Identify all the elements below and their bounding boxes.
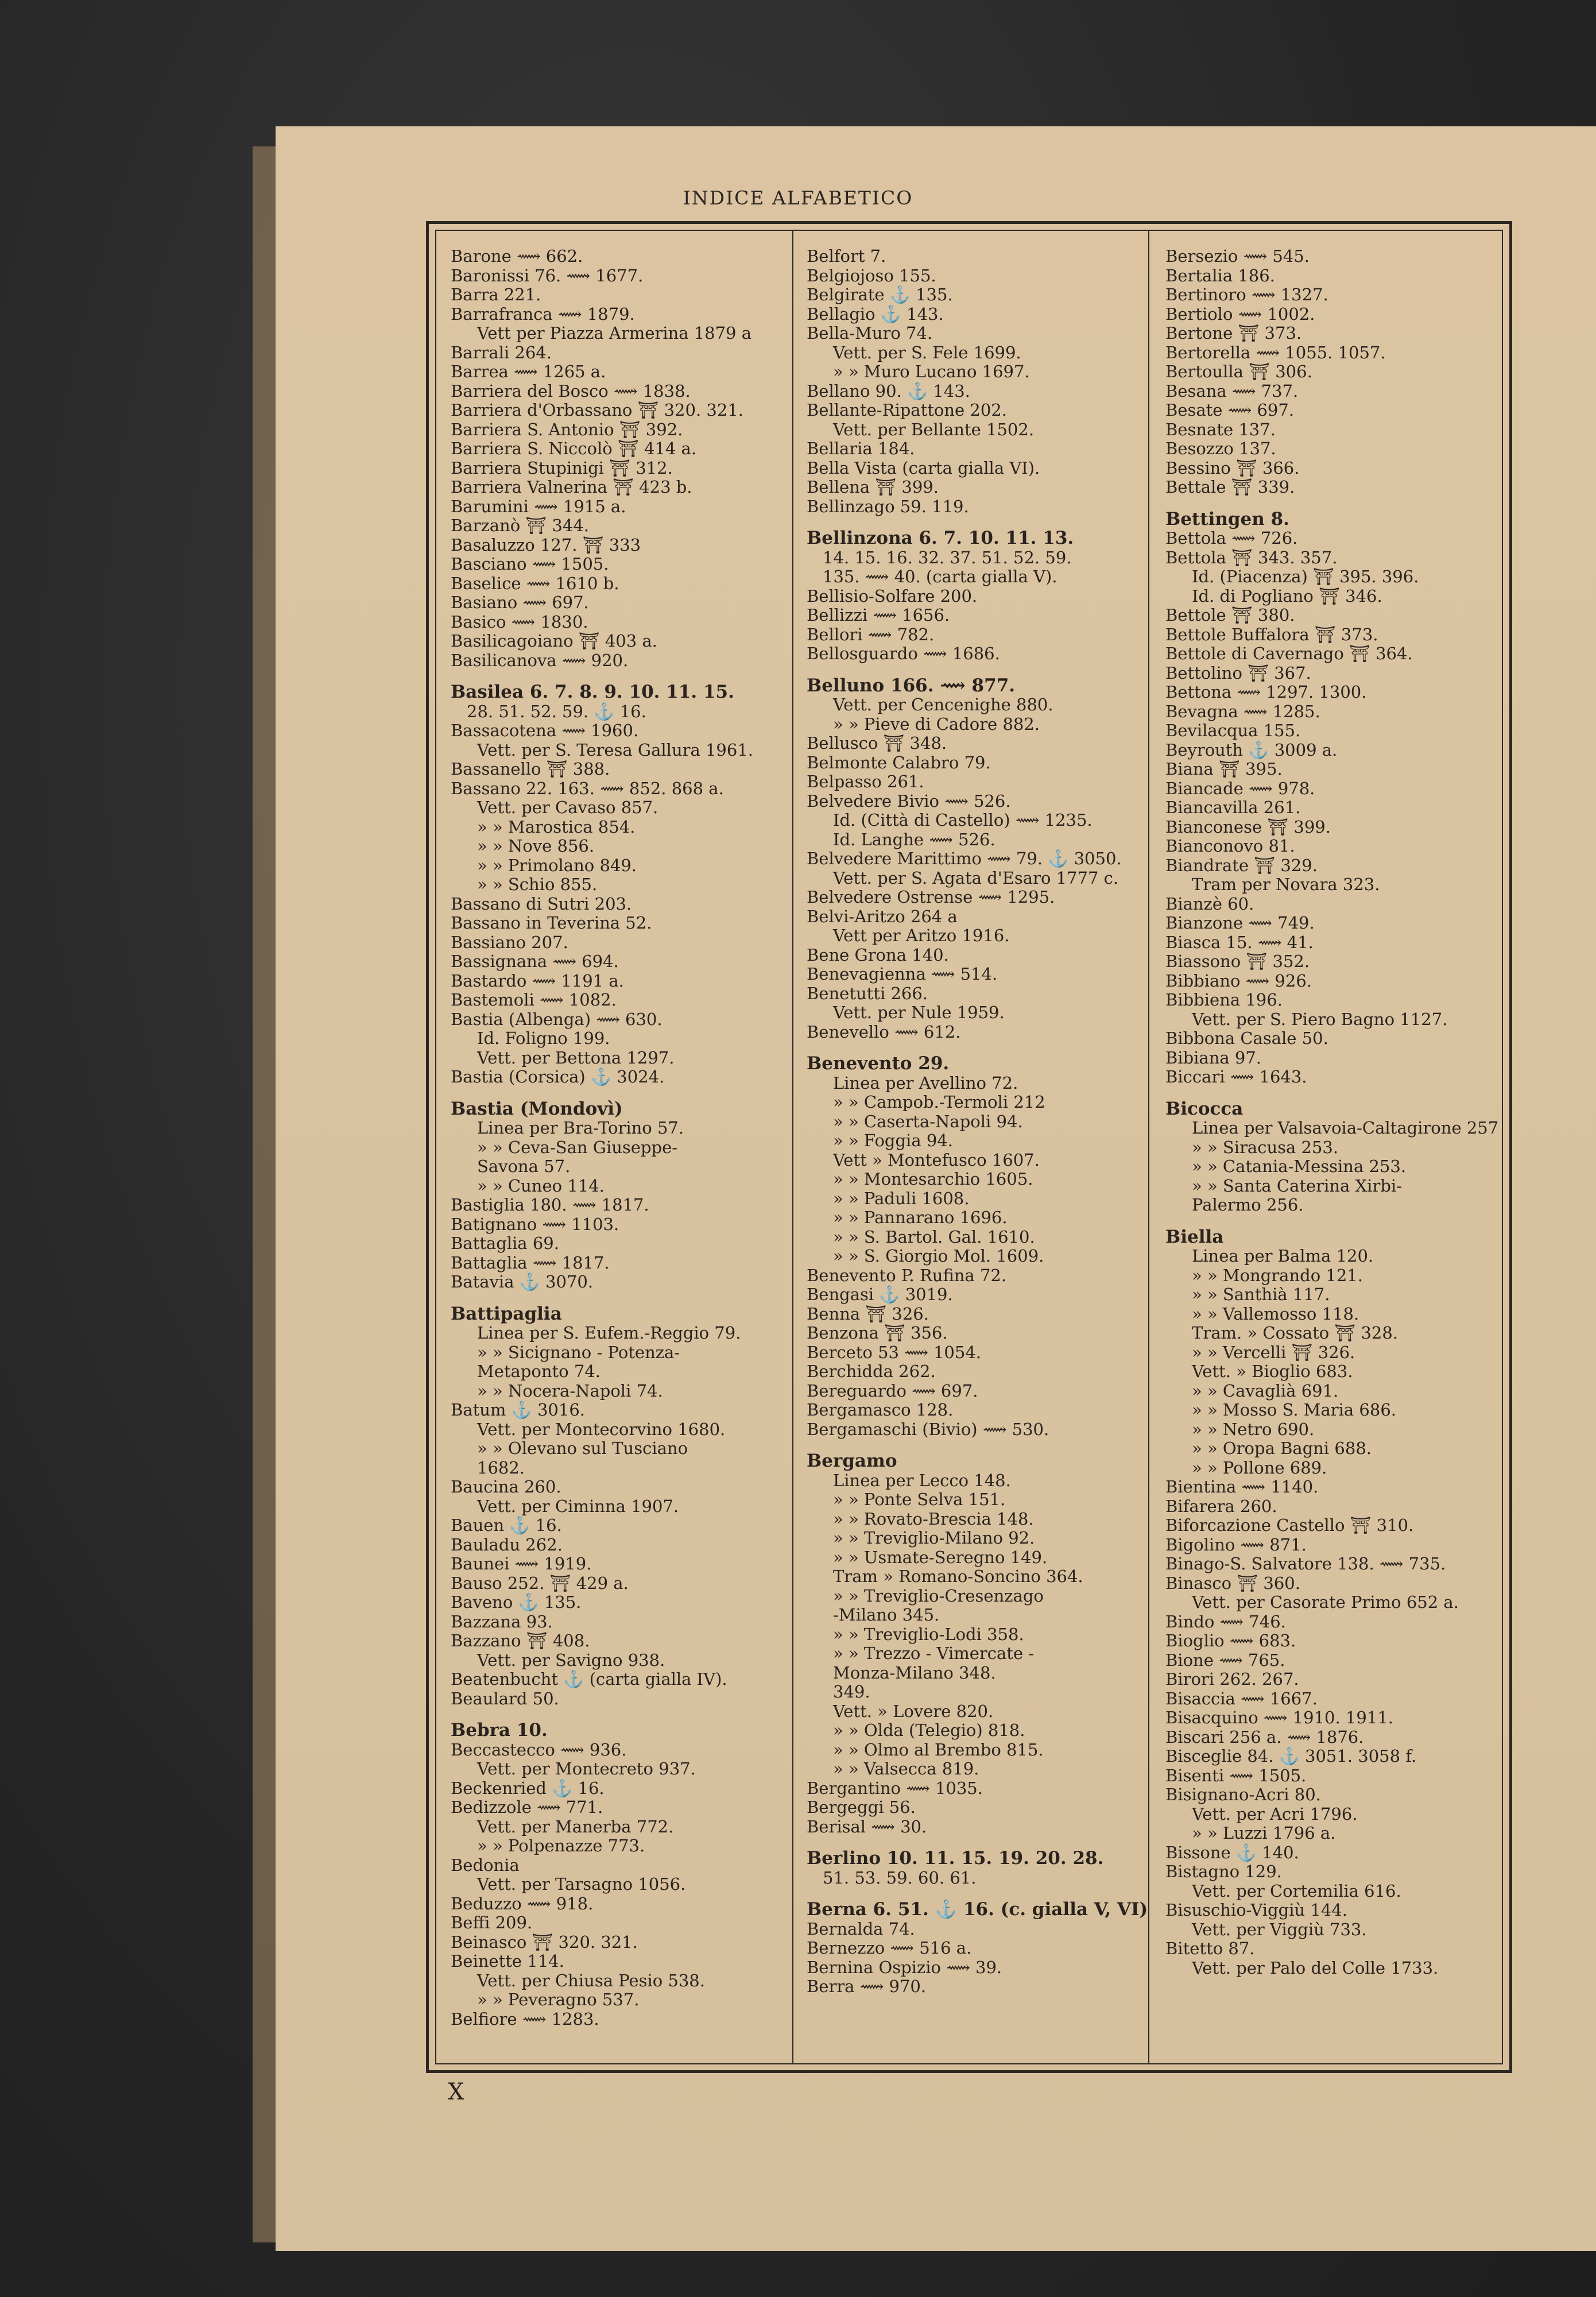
index-entry: Belvedere Marittimo ⟿ 79. ⚓ 3050. bbox=[807, 849, 1122, 868]
index-entry: Bellagio ⚓ 143. bbox=[807, 304, 944, 324]
index-entry: Besnate 137. bbox=[1165, 419, 1276, 439]
index-entry: Bessino ⛩ 366. bbox=[1165, 458, 1300, 478]
index-entry: Bernina Ospizio ⟿ 39. bbox=[807, 1957, 1002, 1977]
index-entry: Benevello ⟿ 612. bbox=[807, 1022, 961, 1042]
index-entry: » » Campob.-Termoli 212 bbox=[833, 1092, 1045, 1112]
index-entry: Bertalia 186. bbox=[1165, 265, 1275, 285]
index-entry: Id. (Città di Castello) ⟿ 1235. bbox=[833, 810, 1093, 830]
index-entry: Bastardo ⟿ 1191 a. bbox=[451, 970, 624, 991]
index-entry: Bellori ⟿ 782. bbox=[807, 624, 935, 644]
index-entry: Bauso 252. ⛩ 429 a. bbox=[451, 1573, 629, 1593]
index-entry: Belvedere Ostrense ⟿ 1295. bbox=[807, 887, 1055, 907]
index-entry: Biancavilla 261. bbox=[1165, 798, 1301, 817]
index-entry: Linea per Balma 120. bbox=[1192, 1246, 1374, 1266]
index-entry: Bellosguardo ⟿ 1686. bbox=[807, 644, 1000, 663]
index-entry: Benna ⛩ 326. bbox=[807, 1304, 929, 1324]
index-entry: » » Nocera-Napoli 74. bbox=[477, 1380, 663, 1401]
index-entry: Biancade ⟿ 978. bbox=[1165, 778, 1315, 798]
index-entry: Bedonia bbox=[451, 1855, 520, 1875]
index-entry: Id. Langhe ⟿ 526. bbox=[833, 829, 995, 849]
index-entry: Bergamasco 128. bbox=[807, 1400, 954, 1420]
index-entry: Belfort 7. bbox=[807, 246, 886, 266]
index-entry: » » Santa Caterina Xirbi- bbox=[1192, 1175, 1402, 1196]
index-entry: » » Primolano 849. bbox=[477, 855, 637, 875]
index-entry: Biana ⛩ 395. bbox=[1165, 759, 1283, 779]
index-entry: Bernezzo ⟿ 516 a. bbox=[807, 1938, 972, 1958]
index-entry: » » Oropa Bagni 688. bbox=[1192, 1438, 1372, 1458]
index-entry: Bientina ⟿ 1140. bbox=[1165, 1477, 1319, 1496]
index-entry: Bertiolo ⟿ 1002. bbox=[1165, 304, 1315, 324]
index-entry: » » Sicignano - Potenza- bbox=[477, 1342, 680, 1362]
index-entry: Bastia (Corsica) ⚓ 3024. bbox=[451, 1067, 665, 1086]
index-entry: Linea per Valsavoia-Caltagirone 257 bbox=[1192, 1118, 1499, 1138]
index-entry: Bellusco ⛩ 348. bbox=[807, 733, 947, 753]
page-header: INDICE ALFABETICO bbox=[683, 187, 913, 209]
index-entry: Beatenbucht ⚓ (carta gialla IV). bbox=[451, 1669, 727, 1689]
index-entry: 135. ⟿ 40. (carta gialla V). bbox=[823, 567, 1057, 586]
index-entry: Barriera d'Orbassano ⛩ 320. 321. bbox=[451, 400, 743, 420]
index-entry: Bettona ⟿ 1297. 1300. bbox=[1165, 682, 1367, 702]
index-heading: Belluno 166. ⟿ 877. bbox=[807, 675, 1016, 696]
index-entry: Benevento P. Rufina 72. bbox=[807, 1265, 1007, 1285]
index-entry: » » Ponte Selva 151. bbox=[833, 1490, 1006, 1509]
index-entry: Bevilacqua 155. bbox=[1165, 721, 1301, 740]
index-entry: Beccastecco ⟿ 936. bbox=[451, 1739, 627, 1760]
index-entry: Bettola ⟿ 726. bbox=[1165, 528, 1298, 548]
index-entry: Linea per S. Eufem.-Reggio 79. bbox=[477, 1323, 741, 1343]
index-entry: » » Treviglio-Lodi 358. bbox=[833, 1624, 1024, 1644]
index-entry: Tram. » Cossato ⛩ 328. bbox=[1192, 1323, 1399, 1343]
index-entry: Bibbona Casale 50. bbox=[1165, 1028, 1328, 1048]
index-entry: Bergamaschi (Bivio) ⟿ 530. bbox=[807, 1419, 1049, 1439]
index-entry: Bellinzago 59. 119. bbox=[807, 496, 969, 516]
index-entry: Barrea ⟿ 1265 a. bbox=[451, 362, 606, 381]
index-entry: Vett. per S. Teresa Gallura 1961. bbox=[477, 740, 754, 760]
index-entry: » » Polpenazze 773. bbox=[477, 1836, 645, 1855]
index-entry: Id. di Pogliano ⛩ 346. bbox=[1192, 586, 1382, 606]
index-entry: Bettole Buffalora ⛩ 373. bbox=[1165, 624, 1378, 644]
index-entry: Besana ⟿ 737. bbox=[1165, 381, 1299, 401]
index-entry: Beaulard 50. bbox=[451, 1688, 559, 1708]
index-entry: Bevagna ⟿ 1285. bbox=[1165, 701, 1320, 721]
index-entry: Bianzone ⟿ 749. bbox=[1165, 913, 1315, 933]
index-entry: Bellaria 184. bbox=[807, 439, 915, 458]
index-entry: » » Treviglio-Milano 92. bbox=[833, 1528, 1035, 1548]
index-entry: Basilicagoiano ⛩ 403 a. bbox=[451, 631, 657, 651]
index-entry: 51. 53. 59. 60. 61. bbox=[823, 1867, 977, 1888]
index-entry: Biforcazione Castello ⛩ 310. bbox=[1165, 1515, 1414, 1535]
index-entry: Vett. per Acri 1796. bbox=[1192, 1804, 1358, 1824]
index-entry: » » Peveragno 537. bbox=[477, 1990, 640, 2009]
index-entry: Bisuschio-Viggiù 144. bbox=[1165, 1900, 1347, 1920]
index-entry: Bigolino ⟿ 871. bbox=[1165, 1534, 1307, 1554]
index-entry: Basciano ⟿ 1505. bbox=[451, 554, 609, 574]
index-entry: Basilicanova ⟿ 920. bbox=[451, 650, 629, 670]
index-entry: Bettole di Cavernago ⛩ 364. bbox=[1165, 644, 1413, 663]
index-entry: » » Luzzi 1796 a. bbox=[1192, 1823, 1336, 1843]
index-entry: Barriera Stupinigi ⛩ 312. bbox=[451, 458, 673, 478]
index-entry: » » Cuneo 114. bbox=[477, 1175, 605, 1196]
index-entry: Belmonte Calabro 79. bbox=[807, 752, 991, 772]
index-entry: Barumini ⟿ 1915 a. bbox=[451, 496, 626, 516]
index-heading: Benevento 29. bbox=[807, 1053, 950, 1074]
index-entry: Berchidda 262. bbox=[807, 1362, 936, 1381]
index-entry: » » Santhià 117. bbox=[1192, 1285, 1330, 1304]
index-heading: Bebra 10. bbox=[451, 1720, 548, 1741]
index-entry: Bertone ⛩ 373. bbox=[1165, 323, 1302, 343]
index-entry: » » Mongrando 121. bbox=[1192, 1265, 1363, 1285]
index-entry: Bindo ⟿ 746. bbox=[1165, 1611, 1286, 1631]
index-entry: Bellano 90. ⚓ 143. bbox=[807, 381, 970, 401]
index-entry: Bassano 22. 163. ⟿ 852. 868 a. bbox=[451, 778, 724, 798]
index-entry: » » Pannarano 1696. bbox=[833, 1208, 1008, 1227]
index-entry: Beinette 114. bbox=[451, 1951, 564, 1971]
index-entry: Baronissi 76. ⟿ 1677. bbox=[451, 265, 644, 285]
index-entry: Bertinoro ⟿ 1327. bbox=[1165, 285, 1328, 304]
index-heading: Berlino 10. 11. 15. 19. 20. 28. bbox=[807, 1848, 1104, 1869]
index-entry: » » Montesarchio 1605. bbox=[833, 1169, 1033, 1189]
index-entry: Berra ⟿ 970. bbox=[807, 1977, 927, 1996]
index-entry: Bengasi ⚓ 3019. bbox=[807, 1285, 953, 1304]
index-entry: Vett. per Palo del Colle 1733. bbox=[1192, 1958, 1439, 1978]
index-entry: Bibbiano ⟿ 926. bbox=[1165, 970, 1312, 991]
index-entry: » » Vercelli ⛩ 326. bbox=[1192, 1342, 1355, 1362]
index-entry: Bassiano 207. bbox=[451, 932, 568, 952]
index-entry: Belvedere Bivio ⟿ 526. bbox=[807, 791, 1011, 811]
index-entry: Bione ⟿ 765. bbox=[1165, 1650, 1285, 1670]
index-entry: Bisacquino ⟿ 1910. 1911. bbox=[1165, 1708, 1393, 1727]
index-entry: Palermo 256. bbox=[1192, 1195, 1304, 1215]
index-entry: Battaglia 69. bbox=[451, 1233, 559, 1253]
index-heading: Basilea 6. 7. 8. 9. 10. 11. 15. bbox=[451, 682, 734, 702]
index-entry: Vett per Piazza Armerina 1879 a bbox=[477, 323, 752, 343]
index-entry: » » Olmo al Brembo 815. bbox=[833, 1739, 1044, 1760]
index-entry: Vett. per Tarsagno 1056. bbox=[477, 1874, 686, 1894]
index-entry: Biassono ⛩ 352. bbox=[1165, 952, 1310, 971]
index-entry: Bazzano ⛩ 408. bbox=[451, 1631, 590, 1650]
index-entry: » » Cavaglià 691. bbox=[1192, 1380, 1339, 1401]
index-entry: » » Ceva-San Giuseppe- bbox=[477, 1137, 678, 1157]
index-entry: Benevagienna ⟿ 514. bbox=[807, 964, 998, 984]
index-entry: Bereguardo ⟿ 697. bbox=[807, 1380, 978, 1401]
index-entry: Linea per Lecco 148. bbox=[833, 1470, 1011, 1490]
index-entry: Vett. per S. Piero Bagno 1127. bbox=[1192, 1009, 1448, 1029]
index-entry: Bauen ⚓ 16. bbox=[451, 1515, 562, 1535]
index-entry: Id. Foligno 199. bbox=[477, 1028, 610, 1048]
index-entry: Vett. per Montecreto 937. bbox=[477, 1759, 696, 1778]
index-entry: Beinasco ⛩ 320. 321. bbox=[451, 1932, 638, 1952]
index-entry: Bella-Muro 74. bbox=[807, 323, 933, 343]
index-entry: Vett. per Montecorvino 1680. bbox=[477, 1419, 726, 1439]
index-entry: 28. 51. 52. 59. ⚓ 16. bbox=[467, 701, 646, 721]
index-entry: Vett. » Lovere 820. bbox=[833, 1701, 994, 1721]
index-entry: » » Treviglio-Cresenzago bbox=[833, 1586, 1044, 1606]
index-entry: Barrafranca ⟿ 1879. bbox=[451, 304, 635, 324]
index-column-2 bbox=[807, 247, 1151, 1997]
index-entry: Basiano ⟿ 697. bbox=[451, 593, 589, 612]
index-entry: » » Rovato-Brescia 148. bbox=[833, 1509, 1034, 1529]
index-entry: Vett. per Ciminna 1907. bbox=[477, 1496, 679, 1516]
index-entry: Berceto 53 ⟿ 1054. bbox=[807, 1342, 982, 1362]
index-entry: Bastiglia 180. ⟿ 1817. bbox=[451, 1195, 649, 1215]
index-entry: Barone ⟿ 662. bbox=[451, 246, 583, 266]
index-entry: Besozzo 137. bbox=[1165, 439, 1276, 458]
index-entry: Bisenti ⟿ 1505. bbox=[1165, 1765, 1307, 1785]
index-entry: Bissone ⚓ 140. bbox=[1165, 1842, 1299, 1862]
index-entry: Beyrouth ⚓ 3009 a. bbox=[1165, 740, 1338, 760]
index-entry: Benetutti 266. bbox=[807, 983, 928, 1003]
index-entry: Beffi 209. bbox=[451, 1913, 533, 1932]
index-entry: Metaponto 74. bbox=[477, 1362, 601, 1381]
index-entry: » » Catania-Messina 253. bbox=[1192, 1157, 1407, 1176]
index-entry: » » S. Bartol. Gal. 1610. bbox=[833, 1227, 1035, 1247]
index-entry: » » Marostica 854. bbox=[477, 817, 636, 837]
index-entry: Batum ⚓ 3016. bbox=[451, 1400, 585, 1420]
index-entry: Vett. per S. Fele 1699. bbox=[833, 342, 1021, 362]
index-entry: Belfiore ⟿ 1283. bbox=[451, 2009, 599, 2029]
index-entry: Vett. per Chiusa Pesio 538. bbox=[477, 1970, 705, 1990]
index-entry: Bisignano-Acri 80. bbox=[1165, 1785, 1321, 1804]
index-entry: » » Foggia 94. bbox=[833, 1131, 953, 1150]
index-entry: Barrali 264. bbox=[451, 342, 552, 362]
index-entry: Barriera Valnerina ⛩ 423 b. bbox=[451, 477, 692, 497]
index-entry: » » Nove 856. bbox=[477, 836, 595, 856]
index-entry: Vett » Montefusco 1607. bbox=[833, 1150, 1040, 1170]
index-entry: » » S. Giorgio Mol. 1609. bbox=[833, 1246, 1044, 1266]
index-entry: Besate ⟿ 697. bbox=[1165, 400, 1295, 420]
index-entry: 14. 15. 16. 32. 37. 51. 52. 59. bbox=[823, 547, 1072, 567]
index-entry: Monza-Milano 348. bbox=[833, 1662, 996, 1683]
index-entry: Bettolino ⛩ 367. bbox=[1165, 663, 1311, 683]
index-entry: Bergeggi 56. bbox=[807, 1797, 916, 1817]
index-entry: Bergantino ⟿ 1035. bbox=[807, 1778, 983, 1798]
index-entry: Vett. per Manerba 772. bbox=[477, 1816, 674, 1836]
index-column-3 bbox=[1165, 247, 1510, 1978]
index-entry: Bersezio ⟿ 545. bbox=[1165, 246, 1310, 266]
index-entry: Bastemoli ⟿ 1082. bbox=[451, 990, 617, 1010]
index-entry: Benzona ⛩ 356. bbox=[807, 1323, 948, 1343]
index-entry: Bettale ⛩ 339. bbox=[1165, 477, 1295, 497]
index-entry: » » Olda (Telegio) 818. bbox=[833, 1720, 1025, 1740]
index-entry: Binago-S. Salvatore 138. ⟿ 735. bbox=[1165, 1554, 1446, 1573]
page-number-mark: X bbox=[448, 2079, 464, 2105]
index-entry: Bassignana ⟿ 694. bbox=[451, 952, 619, 971]
index-entry: Vett. per Savigno 938. bbox=[477, 1650, 665, 1670]
index-entry: » » Mosso S. Maria 686. bbox=[1192, 1400, 1396, 1420]
index-entry: Beckenried ⚓ 16. bbox=[451, 1778, 605, 1798]
index-entry: Binasco ⛩ 360. bbox=[1165, 1573, 1300, 1593]
index-heading: Bellinzona 6. 7. 10. 11. 13. bbox=[807, 528, 1074, 548]
index-entry: -Milano 345. bbox=[833, 1605, 940, 1625]
index-entry: » » Vallemosso 118. bbox=[1192, 1304, 1359, 1324]
index-entry: 349. bbox=[833, 1682, 870, 1702]
index-entry: » » Olevano sul Tusciano bbox=[477, 1438, 688, 1458]
index-entry: Baunei ⟿ 1919. bbox=[451, 1554, 592, 1573]
index-entry: Barriera del Bosco ⟿ 1838. bbox=[451, 381, 691, 401]
index-entry: Basico ⟿ 1830. bbox=[451, 612, 588, 632]
index-entry: Barra 221. bbox=[451, 285, 541, 304]
index-heading: Battipaglia bbox=[451, 1303, 562, 1324]
index-entry: Biasca 15. ⟿ 41. bbox=[1165, 932, 1314, 952]
index-entry: » » Usmate-Seregno 149. bbox=[833, 1547, 1048, 1567]
index-entry: Baucina 260. bbox=[451, 1477, 561, 1496]
index-heading: Bicocca bbox=[1165, 1098, 1244, 1119]
index-entry: Batavia ⚓ 3070. bbox=[451, 1272, 594, 1291]
index-entry: Bistagno 129. bbox=[1165, 1862, 1282, 1881]
index-entry: Bauladu 262. bbox=[451, 1534, 563, 1554]
index-entry: Birori 262. 267. bbox=[1165, 1669, 1299, 1689]
index-entry: Bernalda 74. bbox=[807, 1919, 915, 1939]
index-entry: » » Pieve di Cadore 882. bbox=[833, 714, 1040, 734]
index-entry: Bassano di Sutri 203. bbox=[451, 894, 632, 914]
index-entry: » » Pollone 689. bbox=[1192, 1457, 1327, 1478]
index-entry: Baselice ⟿ 1610 b. bbox=[451, 573, 619, 593]
index-entry: Vett. per Bellante 1502. bbox=[833, 419, 1035, 439]
index-heading: Bergamo bbox=[807, 1451, 897, 1471]
index-entry: Bellizzi ⟿ 1656. bbox=[807, 605, 950, 625]
index-entry: Bisaccia ⟿ 1667. bbox=[1165, 1688, 1318, 1708]
index-entry: Belgiojoso 155. bbox=[807, 265, 936, 285]
index-entry: Bettola ⛩ 343. 357. bbox=[1165, 547, 1338, 567]
index-entry: Tram » Romano-Soncino 364. bbox=[833, 1567, 1083, 1586]
index-entry: Berisal ⟿ 30. bbox=[807, 1816, 927, 1836]
index-entry: Bellena ⛩ 399. bbox=[807, 477, 939, 497]
index-heading: Bettingen 8. bbox=[1165, 508, 1289, 529]
index-entry: Vett. per Cortemilia 616. bbox=[1192, 1881, 1401, 1901]
index-entry: » » Paduli 1608. bbox=[833, 1188, 970, 1208]
index-entry: Vett. per Bettona 1297. bbox=[477, 1047, 675, 1068]
index-entry: Biscari 256 a. ⟿ 1876. bbox=[1165, 1727, 1364, 1747]
index-entry: Barriera S. Antonio ⛩ 392. bbox=[451, 419, 683, 439]
index-entry: Vett. per Viggiù 733. bbox=[1192, 1919, 1367, 1939]
index-entry: Bellante-Ripattone 202. bbox=[807, 400, 1007, 420]
index-entry: Vett. per Casorate Primo 652 a. bbox=[1192, 1592, 1459, 1612]
index-entry: Belvi-Aritzo 264 a bbox=[807, 906, 958, 926]
index-heading: Biella bbox=[1165, 1226, 1224, 1247]
index-entry: Bene Grona 140. bbox=[807, 945, 949, 965]
index-entry: Bassanello ⛩ 388. bbox=[451, 759, 610, 779]
index-entry: » » Caserta-Napoli 94. bbox=[833, 1111, 1023, 1131]
index-entry: Tram per Novara 323. bbox=[1192, 875, 1380, 894]
index-entry: Bianzè 60. bbox=[1165, 894, 1254, 914]
index-entry: Belpasso 261. bbox=[807, 772, 924, 791]
index-entry: Bastia (Albenga) ⟿ 630. bbox=[451, 1009, 663, 1029]
index-entry: » » Siracusa 253. bbox=[1192, 1137, 1339, 1157]
index-entry: Bettole ⛩ 380. bbox=[1165, 605, 1295, 625]
index-entry: Bassano in Teverina 52. bbox=[451, 913, 652, 933]
index-entry: Baveno ⚓ 135. bbox=[451, 1592, 582, 1612]
index-entry: Bassacotena ⟿ 1960. bbox=[451, 721, 639, 740]
index-entry: Bianconese ⛩ 399. bbox=[1165, 817, 1331, 837]
index-entry: Vett. per S. Agata d'Esaro 1777 c. bbox=[833, 868, 1119, 888]
index-entry: 1682. bbox=[477, 1457, 525, 1478]
index-entry: Biccari ⟿ 1643. bbox=[1165, 1067, 1307, 1086]
index-entry: Bertoulla ⛩ 306. bbox=[1165, 362, 1312, 381]
index-entry: Bioglio ⟿ 683. bbox=[1165, 1631, 1296, 1650]
index-entry: Barzanò ⛩ 344. bbox=[451, 516, 589, 535]
index-entry: Batignano ⟿ 1103. bbox=[451, 1214, 619, 1234]
index-entry: Biandrate ⛩ 329. bbox=[1165, 855, 1318, 875]
index-entry: » » Netro 690. bbox=[1192, 1419, 1315, 1439]
index-entry: Bazzana 93. bbox=[451, 1611, 553, 1631]
index-entry: Linea per Avellino 72. bbox=[833, 1073, 1018, 1093]
index-entry: » » Schio 855. bbox=[477, 875, 598, 894]
index-entry: » » Trezzo - Vimercate - bbox=[833, 1644, 1035, 1663]
index-entry: Battaglia ⟿ 1817. bbox=[451, 1252, 610, 1273]
index-entry: Vett. » Bioglio 683. bbox=[1192, 1362, 1353, 1381]
index-entry: » » Valsecca 819. bbox=[833, 1759, 979, 1778]
index-entry: Bifarera 260. bbox=[1165, 1496, 1277, 1516]
index-entry: Belgirate ⚓ 135. bbox=[807, 285, 953, 304]
index-entry: Bertorella ⟿ 1055. 1057. bbox=[1165, 342, 1386, 362]
index-entry: Bellisio-Solfare 200. bbox=[807, 586, 978, 606]
index-entry: Vett per Aritzo 1916. bbox=[833, 926, 1010, 945]
index-entry: Barriera S. Niccolò ⛩ 414 a. bbox=[451, 439, 697, 458]
index-entry: Vett. per Cencenighe 880. bbox=[833, 695, 1053, 714]
index-entry: Bedizzole ⟿ 771. bbox=[451, 1797, 603, 1817]
index-entry: Bisceglie 84. ⚓ 3051. 3058 f. bbox=[1165, 1746, 1417, 1766]
index-entry: Bitetto 87. bbox=[1165, 1939, 1255, 1958]
index-entry: Bibiana 97. bbox=[1165, 1047, 1262, 1068]
index-entry: » » Muro Lucano 1697. bbox=[833, 362, 1030, 381]
index-entry: Beduzzo ⟿ 918. bbox=[451, 1893, 594, 1913]
index-entry: Bianconovo 81. bbox=[1165, 836, 1295, 856]
index-entry: Bibbiena 196. bbox=[1165, 990, 1283, 1010]
index-entry: Vett. per Nule 1959. bbox=[833, 1003, 1005, 1022]
index-entry: Bella Vista (carta gialla VI). bbox=[807, 458, 1040, 478]
index-column-1 bbox=[451, 247, 795, 2029]
index-entry: Id. (Piacenza) ⛩ 395. 396. bbox=[1192, 567, 1419, 586]
index-entry: Linea per Bra-Torino 57. bbox=[477, 1118, 684, 1138]
index-entry: Basaluzzo 127. ⛩ 333 bbox=[451, 535, 641, 555]
index-heading: Berna 6. 51. ⚓ 16. (c. gialla V, VI) bbox=[807, 1899, 1148, 1920]
index-heading: Bastia (Mondovì) bbox=[451, 1098, 623, 1119]
index-entry: Vett. per Cavaso 857. bbox=[477, 798, 658, 817]
index-entry: Savona 57. bbox=[477, 1157, 571, 1176]
